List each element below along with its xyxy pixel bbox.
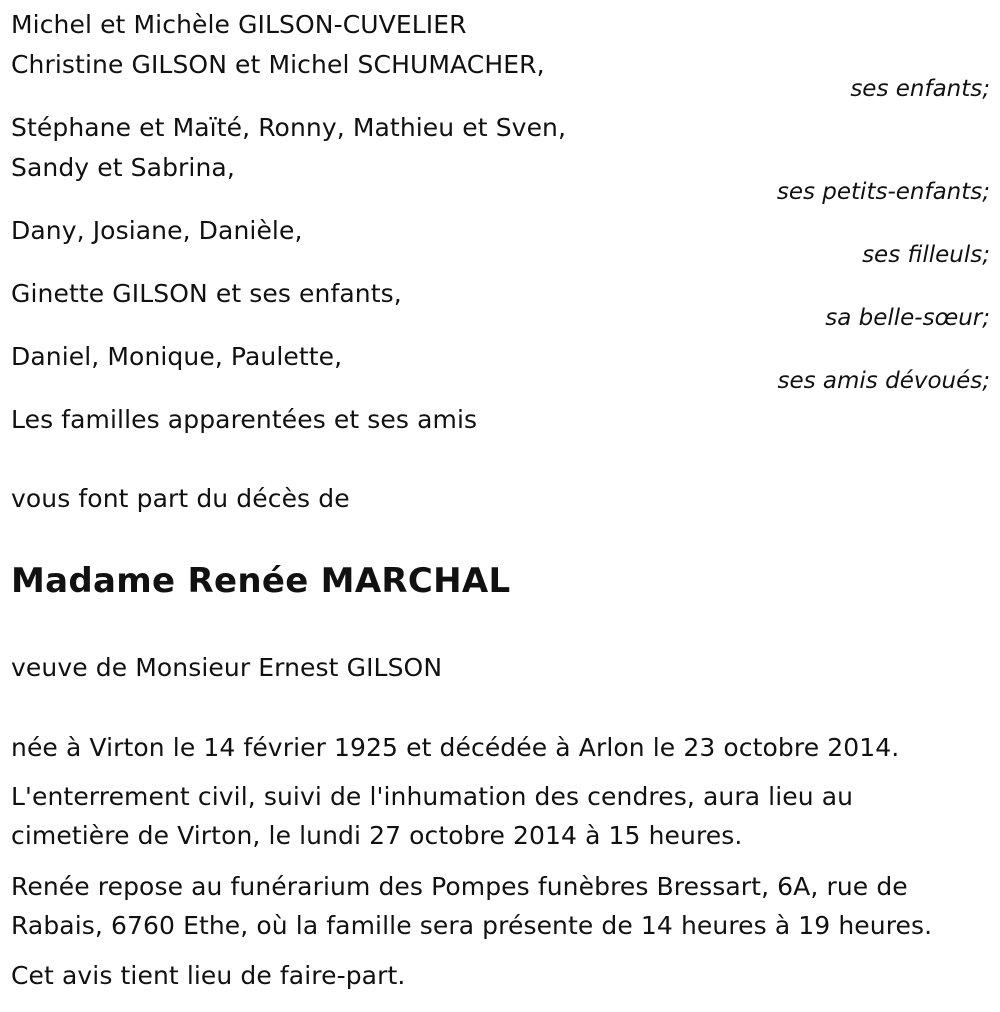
grandchildren-line-1: Stéphane et Maïté, Ronny, Mathieu et Sven, [11,113,567,142]
friends-role: ses amis dévoués; [777,368,990,394]
godchildren-line: Dany, Josiane, Danièle, [11,216,303,245]
sister-in-law-line: Ginette GILSON et ses enfants, [11,279,402,308]
closing-line: Cet avis tient lieu de faire-part. [11,961,406,990]
sister-in-law-role: sa belle-sœur; [825,305,990,331]
birth-death-line: née à Virton le 14 février 1925 et décédée à Arlon le 23 octobre 2014. [11,733,900,762]
rest-line-2: Rabais, 6760 Ethe, où la famille sera présente de 14 heures à 19 heures. [11,911,933,940]
rest-line-1: Renée repose au funérarium des Pompes funèbres Bressart, 6A, rue de [11,872,908,901]
grandchildren-role: ses petits-enfants; [776,179,990,205]
children-line-1: Michel et Michèle GILSON-CUVELIER [11,10,467,39]
children-line-2: Christine GILSON et Michel SCHUMACHER, [11,50,545,79]
grandchildren-line-2: Sandy et Sabrina, [11,153,235,182]
widow-of-line: veuve de Monsieur Ernest GILSON [11,653,443,682]
children-role: ses enfants; [850,76,990,102]
announcement-intro: vous font part du décès de [11,484,350,513]
burial-line-1: L'enterrement civil, suivi de l'inhumation des cendres, aura lieu au [11,782,854,811]
relatives-line: Les familles apparentées et ses amis [11,405,478,434]
burial-line-2: cimetière de Virton, le lundi 27 octobre 2014 à 15 heures. [11,821,743,850]
deceased-name: Madame Renée MARCHAL [11,561,511,601]
godchildren-role: ses filleuls; [862,242,990,268]
friends-line: Daniel, Monique, Paulette, [11,342,343,371]
